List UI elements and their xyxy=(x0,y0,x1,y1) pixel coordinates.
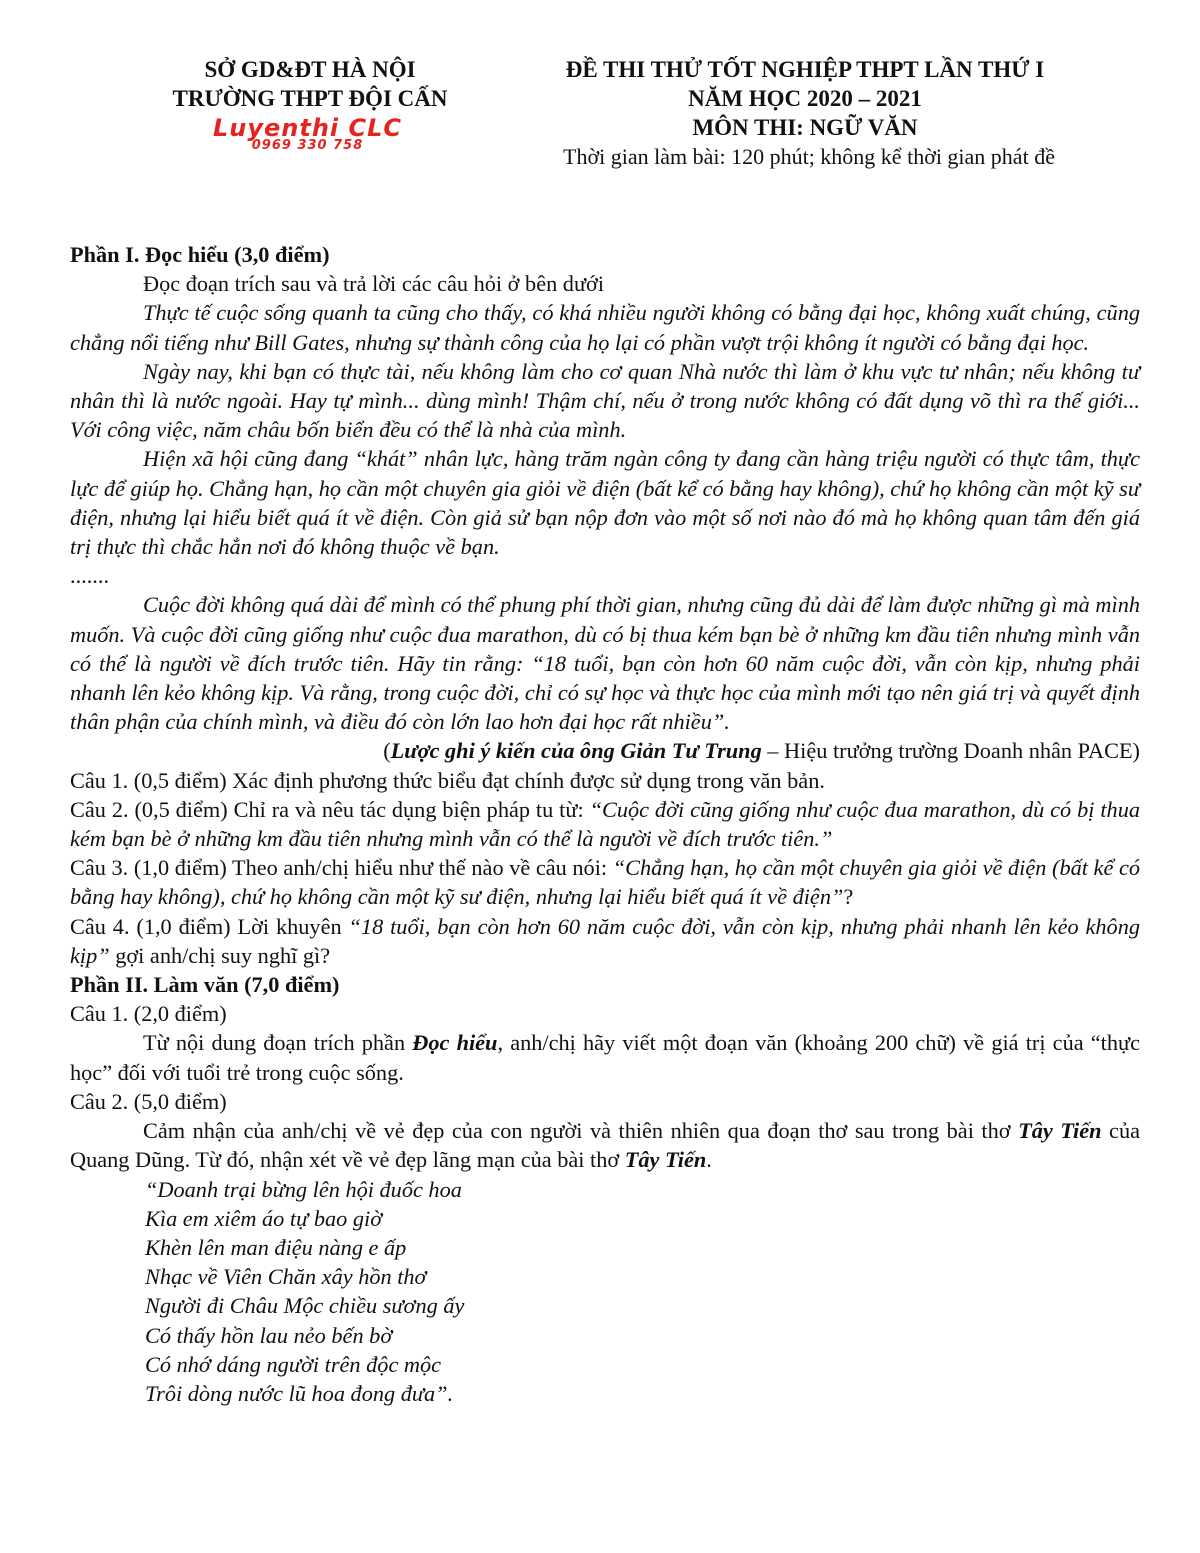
part2-question-2-title: Câu 2. (5,0 điểm) xyxy=(70,1088,227,1114)
school-year: NĂM HỌC 2020 – 2021 xyxy=(688,86,922,111)
question-3-lead: Câu 3. (1,0 điểm) Theo anh/chị hiểu như thế nào về câu nói: xyxy=(70,855,613,881)
poem-line: Có nhớ dáng người trên độc mộc xyxy=(145,1351,442,1377)
brand-name: Luyenthi CLC xyxy=(212,114,403,142)
exam-content xyxy=(70,240,1140,1408)
c2-lead: Cảm nhận của anh/chị về vẻ đẹp của con người và thiên nhiên qua đoạn thơ sau trong bài thơ xyxy=(143,1118,1019,1144)
poem-line: Người đi Châu Mộc chiều sương ấy xyxy=(145,1293,465,1319)
exam-title: ĐỀ THI THỬ TỐT NGHIỆP THPT LẦN THỨ I xyxy=(565,57,1045,82)
question-4-lead: Câu 4. (1,0 điểm) Lời khuyên xyxy=(70,913,349,939)
question-4-quote: “18 tuổi, bạn còn hơn 60 năm cuộc đời, vẫn còn kịp, nhưng phải nhanh lên kẻo không kịp” xyxy=(70,913,1140,968)
question-3 xyxy=(70,853,1140,911)
c2-mid: của Quang Dũng. Từ đó, nhận xét về vẻ đẹp lãng mạn của bài thơ xyxy=(70,1118,1141,1173)
c2-poem-title-2: Tây Tiến xyxy=(624,1147,707,1173)
source-role: – Hiệu trưởng trường Doanh nhân PACE) xyxy=(761,738,1140,764)
source-author: Lược ghi ý kiến của ông Giản Tư Trung xyxy=(390,738,762,764)
c1-rest: , anh/chị hãy viết một đoạn văn (khoảng 200 chữ) về giá trị của “thực học” đối với tuổi trẻ trong cuộc sống. xyxy=(70,1030,1140,1085)
passage-source xyxy=(70,736,1140,765)
question-3-tail: ? xyxy=(843,884,854,910)
passage-paragraph-1: Thực tế cuộc sống quanh ta cũng cho thấy, có khá nhiều người không có bằng đại học, không xuất chúng, cũng chẳng nổi tiếng như Bill Gates, nhưng sự thành công của họ lại có phần vượt trội không ít người có bằng đại học. xyxy=(70,300,1140,355)
question-3-quote: “Chẳng hạn, họ cần một chuyên gia giỏi về điện (bất kể có bằng hay không), chứ họ không cần một kỹ sư điện, nhưng lại hiểu biết quá ít về điện” xyxy=(70,855,1140,910)
brand-phone: 0969 330 758 xyxy=(251,138,364,153)
poem-line: Có thấy hồn lau nẻo bến bờ xyxy=(145,1322,393,1348)
part1-title: Phần I. Đọc hiểu (3,0 điểm) xyxy=(70,242,330,267)
part2-title: Phần II. Làm văn (7,0 điểm) xyxy=(70,972,340,998)
poem xyxy=(145,1175,1140,1409)
c1-lead: Từ nội dung đoạn trích phần xyxy=(143,1030,413,1056)
part2-question-2-text xyxy=(70,1116,1140,1174)
department-name: SỞ GD&ĐT HÀ NỘI xyxy=(204,57,416,82)
part2-question-1-text xyxy=(70,1028,1140,1086)
question-2-quote: “Cuộc đời cũng giống như cuộc đua marathon, dù có bị thua kém bạn bè ở những km đầu tiên nhưng mình vẫn có thể là người về đích trước tiên.” xyxy=(70,796,1140,852)
c2-end: . xyxy=(706,1147,712,1173)
exam-duration: Thời gian làm bài: 120 phút; không kể thời gian phát đề xyxy=(563,144,1055,169)
subject: MÔN THI: NGỮ VĂN xyxy=(692,115,918,140)
header-right xyxy=(505,55,1105,171)
header-left xyxy=(150,55,470,113)
c1-bold: Đọc hiểu xyxy=(412,1030,498,1056)
poem-line: Trôi dòng nước lũ hoa đong đưa”. xyxy=(145,1380,454,1406)
passage-paragraph-4: Cuộc đời không quá dài để mình có thể phung phí thời gian, nhưng cũng đủ dài để làm được những gì mà mình muốn. Và cuộc đời cũng giống như cuộc đua marathon, dù có bị thua kém bạn bè ở những km đầu tiên nhưng mình vẫn có thể là người về đích trước tiên. Hãy tin rằng: “18 tuổi, bạn còn hơn 60 năm cuộc đời, vẫn còn kịp, nhưng phải nhanh lên kẻo không kịp. Và rằng, trong cuộc đời, chỉ có sự học và thực học của mình mới tạo nên giá trị và quyết định thân phận của chính mình, và điều đó còn lớn lao hơn đại học rất nhiều”. xyxy=(70,592,1140,735)
brand-watermark xyxy=(195,115,420,153)
poem-line: Nhạc về Viên Chăn xây hồn thơ xyxy=(145,1264,427,1290)
c2-poem-title-1: Tây Tiến xyxy=(1018,1118,1102,1144)
poem-line: Kìa em xiêm áo tự bao giờ xyxy=(145,1205,383,1231)
school-name: TRƯỜNG THPT ĐỘI CẤN xyxy=(172,86,448,111)
question-4 xyxy=(70,912,1140,970)
part2-question-1-title: Câu 1. (2,0 điểm) xyxy=(70,1001,227,1027)
passage-ellipsis: ....... xyxy=(70,563,110,589)
passage-paragraph-3: Hiện xã hội cũng đang “khát” nhân lực, hàng trăm ngàn công ty đang cần hàng triệu người có thực tâm, thực lực để giúp họ. Chẳng hạn, họ cần một chuyên gia giỏi về điện (bất kể có bằng hay không), chứ họ không cần một kỹ sư điện, nhưng lại hiểu biết quá ít về điện. Còn giả sử bạn nộp đơn vào một số nơi nào đó mà họ không quan tâm đến giá trị thực thì chắc hẳn nơi đó không thuộc về bạn. xyxy=(70,446,1140,560)
poem-line: Khèn lên man điệu nàng e ấp xyxy=(145,1234,407,1260)
question-4-tail: gợi anh/chị suy nghĩ gì? xyxy=(109,942,331,968)
question-1: Câu 1. (0,5 điểm) Xác định phương thức biểu đạt chính được sử dụng trong văn bản. xyxy=(70,767,825,793)
passage-paragraph-2: Ngày nay, khi bạn có thực tài, nếu không làm cho cơ quan Nhà nước thì làm ở khu vực tư nhân; nếu không tư nhân thì là nước ngoài. Hay tự mình... dùng mình! Thậm chí, nếu ở trong nước không có đất dụng võ thì ra thế giới... Với công việc, năm châu bốn biển đều có thể là nhà của mình. xyxy=(70,358,1140,443)
part1-instruction: Đọc đoạn trích sau và trả lời các câu hỏi ở bên dưới xyxy=(143,271,605,297)
question-2 xyxy=(70,795,1140,853)
poem-line: “Doanh trại bừng lên hội đuốc hoa xyxy=(145,1176,462,1202)
source-open: ( xyxy=(383,738,391,764)
question-2-lead: Câu 2. (0,5 điểm) Chỉ ra và nêu tác dụng biện pháp tu từ: xyxy=(70,796,590,822)
